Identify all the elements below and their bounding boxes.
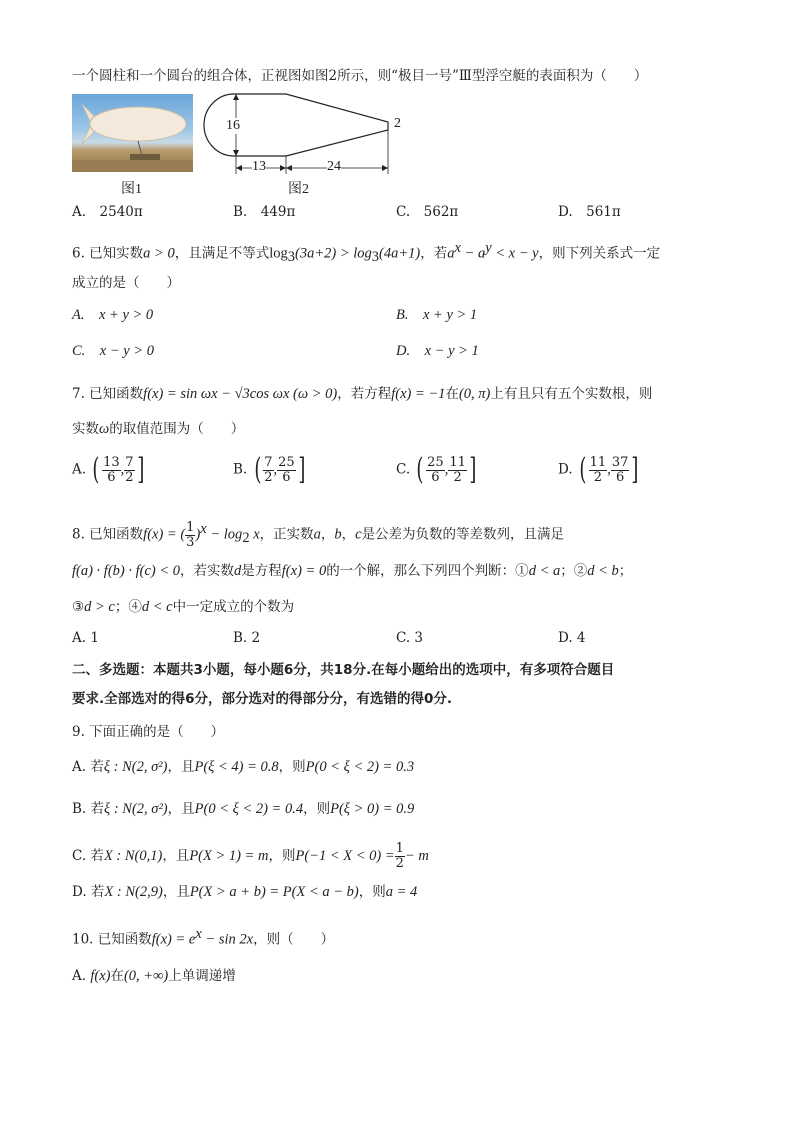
- q9-text: ，且: [167, 801, 195, 817]
- q7-math: f(x) = −1: [391, 386, 446, 402]
- q7-option-d[interactable]: [558, 452, 641, 487]
- q6-math: a > 0: [143, 245, 175, 262]
- q7-text: ，若方程: [337, 386, 392, 402]
- q10-math: − sin 2x: [201, 931, 254, 948]
- q8-text: ③: [72, 599, 85, 615]
- q8-option-a[interactable]: A. 1: [72, 630, 99, 646]
- q7-text: 7. 已知函数: [72, 386, 144, 402]
- fraction: [277, 456, 296, 485]
- q9-text: ，则: [268, 848, 296, 864]
- q10-text: ，则（ ）: [253, 931, 335, 948]
- q9-option-c[interactable]: [72, 842, 429, 871]
- q6-math: < x − y: [491, 245, 539, 262]
- denominator: 6: [282, 469, 291, 485]
- q10-text: 在: [110, 968, 124, 984]
- left-paren: (: [92, 452, 100, 487]
- q9-math: ξ : N(2, σ²): [104, 801, 168, 817]
- q8-math: x: [249, 526, 260, 543]
- q6-option-c[interactable]: C. x − y > 0: [72, 343, 154, 359]
- q8-math: d: [234, 563, 242, 579]
- q9-math: P(X > a + b) = P(X < a − b): [189, 884, 359, 900]
- q10-math: f(x) = e: [151, 931, 196, 948]
- fraction: [426, 456, 445, 485]
- q6-math: (4a+1): [379, 245, 421, 262]
- q6-log-base: 3: [287, 249, 295, 266]
- q9-math: P(ξ < 4) = 0.8: [194, 759, 279, 775]
- option-letter: D.: [558, 461, 573, 478]
- q9-text: ，则: [303, 801, 331, 817]
- q8-math: ): [195, 526, 201, 543]
- numerator: 11: [449, 454, 466, 470]
- q8-text: 是方程: [241, 563, 282, 579]
- q9-text: ，且: [162, 848, 190, 864]
- q6-exp: y: [485, 240, 492, 256]
- q7-math: ω: [99, 421, 110, 437]
- q9-math: P(0 < ξ < 2) = 0.3: [305, 759, 415, 775]
- right-bracket: ]: [298, 452, 306, 487]
- q9-math: X : N(2,9): [104, 884, 163, 900]
- q8-stem-line3: [72, 597, 294, 617]
- right-bracket: ]: [136, 452, 144, 487]
- q9-text: A. 若: [72, 759, 104, 775]
- comma: ,: [273, 461, 278, 478]
- q8-math: d < a: [528, 563, 561, 579]
- numerator: 7: [125, 454, 134, 470]
- q6-log-base: 3: [371, 249, 380, 266]
- q9-math: ξ : N(2, σ²): [103, 759, 168, 775]
- denominator: 3: [186, 534, 195, 550]
- q6-math: − a: [460, 245, 486, 262]
- left-paren: (: [579, 452, 587, 487]
- option-letter: B.: [233, 461, 248, 478]
- denominator: 2: [453, 469, 462, 485]
- denominator: 2: [593, 469, 603, 485]
- numerator: 37: [611, 454, 629, 470]
- section-2-heading-line2: 要求.全部选对的得6分，部分选对的得部分分，有选错的得0分.: [72, 691, 453, 707]
- q8-text: 的一个解，那么下列四个判断：①: [326, 563, 529, 579]
- q8-stem-line2: [72, 561, 632, 581]
- q8-math: d > c: [84, 599, 115, 615]
- denominator: 2: [395, 856, 404, 871]
- fraction: [124, 456, 134, 485]
- q9-text: ，且: [167, 759, 195, 775]
- q6-text: ，且满足不等式: [174, 245, 270, 262]
- q8-log-base: 2: [242, 530, 250, 547]
- q6-text: ，若: [420, 245, 448, 262]
- numerator: 1: [395, 841, 404, 856]
- q10-text: A.: [72, 968, 87, 984]
- q7-option-b[interactable]: [233, 452, 307, 487]
- dim-right-label: 2: [394, 116, 401, 131]
- q6-option-d[interactable]: D. x − y > 1: [396, 343, 479, 359]
- q10-text: 上单调递增: [168, 968, 236, 984]
- q8-math: − log: [206, 526, 243, 543]
- q8-text: ；: [618, 563, 633, 579]
- figure-1-caption: 图1: [121, 182, 142, 197]
- numerator: 7: [264, 454, 273, 470]
- comma: ,: [444, 461, 449, 478]
- comma: ,: [120, 461, 125, 478]
- q8-math: f(a) · f(b) · f(c) < 0: [72, 563, 181, 579]
- q8-math: d < c: [141, 599, 173, 615]
- q6-math: log: [269, 245, 288, 262]
- q9-text: ，则: [278, 759, 306, 775]
- q8-text: 是公差为负数的等差数列，且满足: [361, 526, 565, 543]
- q9-text: B. 若: [72, 801, 105, 817]
- q7-math: f(x) = sin ωx − √3cos ωx (ω > 0): [143, 386, 338, 402]
- q9-math: a = 4: [385, 884, 418, 900]
- q9-stem: 9. 下面正确的是（ ）: [72, 724, 225, 740]
- q9-option-b[interactable]: [72, 799, 414, 819]
- q7-option-c[interactable]: [396, 452, 479, 487]
- denominator: 6: [107, 469, 116, 485]
- q7-stem-line2: [72, 419, 244, 439]
- numerator: 11: [589, 454, 607, 470]
- q9-math: P(0 < ξ < 2) = 0.4: [194, 801, 304, 817]
- q7-option-a[interactable]: [72, 452, 146, 487]
- q8-math: d < b: [587, 563, 619, 579]
- dim-bottom-label: 24: [327, 159, 341, 174]
- q6-option-b[interactable]: B. x + y > 1: [396, 307, 478, 323]
- q10-math: (0, +∞): [123, 968, 169, 984]
- fraction: [589, 456, 608, 485]
- q10-text: 10. 已知函数: [72, 931, 152, 948]
- q9-math: P(ξ > 0) = 0.9: [330, 801, 415, 817]
- denominator: 2: [264, 469, 273, 485]
- q6-math: (3a+2) > log: [295, 245, 372, 262]
- q10-math: f(x): [90, 968, 111, 984]
- q8-text: ，正实数: [259, 526, 314, 543]
- airship-icon: [72, 94, 193, 172]
- option-letter: A.: [72, 461, 87, 478]
- q8-option-b[interactable]: B. 2: [233, 630, 261, 646]
- q7-text: 的取值范围为（ ）: [109, 421, 245, 437]
- figure-2-caption: 图2: [288, 182, 309, 197]
- section-2-heading-line1: 二、多选题：本题共3小题，每小题6分，共18分.在每小题给出的选项中，有多项符合题目: [72, 662, 615, 678]
- q8-text: 中一定成立的个数为: [172, 599, 295, 615]
- dim-left-label: 13: [252, 159, 266, 174]
- q9-math: − m: [404, 848, 429, 864]
- q8-text: 8. 已知函数: [72, 526, 144, 543]
- q6-text: 6. 已知实数: [72, 245, 144, 262]
- dim-height-label: 16: [226, 118, 240, 133]
- q9-math: P(X > 1) = m: [189, 848, 269, 864]
- q5-stem: 一个圆柱和一个圆台的组合体，正视图如图2所示，则“极目一号”Ⅲ型浮空艇的表面积为（ ）: [72, 68, 648, 84]
- fraction: [448, 456, 467, 485]
- numerator: 1: [186, 519, 195, 535]
- q9-option-a[interactable]: [72, 757, 414, 777]
- fraction: [185, 521, 195, 550]
- q7-math: (0, π): [458, 386, 491, 402]
- numerator: 25: [278, 454, 295, 470]
- q8-stem-line1: [72, 519, 564, 550]
- q9-text: D. 若: [72, 884, 105, 900]
- q10-stem: [72, 924, 334, 950]
- q8-math: a: [313, 526, 321, 543]
- q8-text: ，: [320, 526, 335, 543]
- q8-option-d[interactable]: D. 4: [558, 630, 586, 646]
- fraction: [611, 456, 630, 485]
- q6-option-a[interactable]: A. x + y > 0: [72, 307, 154, 323]
- denominator: 2: [125, 469, 134, 485]
- q5-option-b[interactable]: B. 449π: [233, 204, 296, 220]
- q9-math: X : N(0,1): [103, 848, 163, 864]
- denominator: 6: [431, 469, 440, 485]
- front-view-diagram: [200, 88, 410, 180]
- q5-option-a[interactable]: A. 2540π: [72, 204, 143, 220]
- q8-text: ，: [341, 526, 356, 543]
- q8-text: ，若实数: [180, 563, 235, 579]
- comma: ,: [607, 461, 611, 478]
- q6-exp: x: [454, 240, 461, 256]
- denominator: 6: [615, 469, 625, 485]
- q9-text: ，则: [358, 884, 386, 900]
- q8-math: f(x) = 0: [281, 563, 327, 579]
- q5-option-c[interactable]: C. 562π: [396, 204, 459, 220]
- q7-text: 实数: [72, 421, 99, 437]
- q6-math: a: [447, 245, 455, 262]
- q5-option-d[interactable]: D. 561π: [558, 204, 621, 220]
- q7-text: 在: [445, 386, 459, 402]
- q6-stem-line1: [72, 238, 660, 267]
- q10-exp: x: [195, 926, 202, 942]
- q8-exp: x: [200, 521, 207, 537]
- q9-text: ，且: [162, 884, 190, 900]
- q6-stem-line2: 成立的是（ ）: [72, 275, 180, 291]
- q6-text: ，则下列关系式一定: [538, 245, 661, 262]
- q9-option-d[interactable]: [72, 882, 417, 902]
- airship-photo: [72, 94, 193, 172]
- numerator: 13: [103, 454, 120, 470]
- q9-text: C. 若: [72, 848, 104, 864]
- numerator: 25: [427, 454, 444, 470]
- q10-option-a[interactable]: [72, 966, 236, 986]
- q8-math: b: [334, 526, 342, 543]
- right-bracket: ]: [469, 452, 477, 487]
- fraction: [102, 456, 121, 485]
- q8-text: ；②: [560, 563, 588, 579]
- fraction: [395, 842, 405, 871]
- q8-text: ；④: [114, 599, 142, 615]
- q8-math: f(x) = (: [143, 526, 186, 543]
- right-bracket: ]: [631, 452, 639, 487]
- q7-text: 上有且只有五个实数根，则: [490, 386, 653, 402]
- left-paren: (: [253, 452, 261, 487]
- option-letter: C.: [396, 461, 411, 478]
- q7-stem-line1: [72, 384, 652, 404]
- q9-math: P(−1 < X < 0) =: [295, 848, 395, 864]
- q8-math: c: [355, 526, 362, 543]
- fraction: [263, 456, 273, 485]
- q8-option-c[interactable]: C. 3: [396, 630, 424, 646]
- left-paren: (: [416, 452, 424, 487]
